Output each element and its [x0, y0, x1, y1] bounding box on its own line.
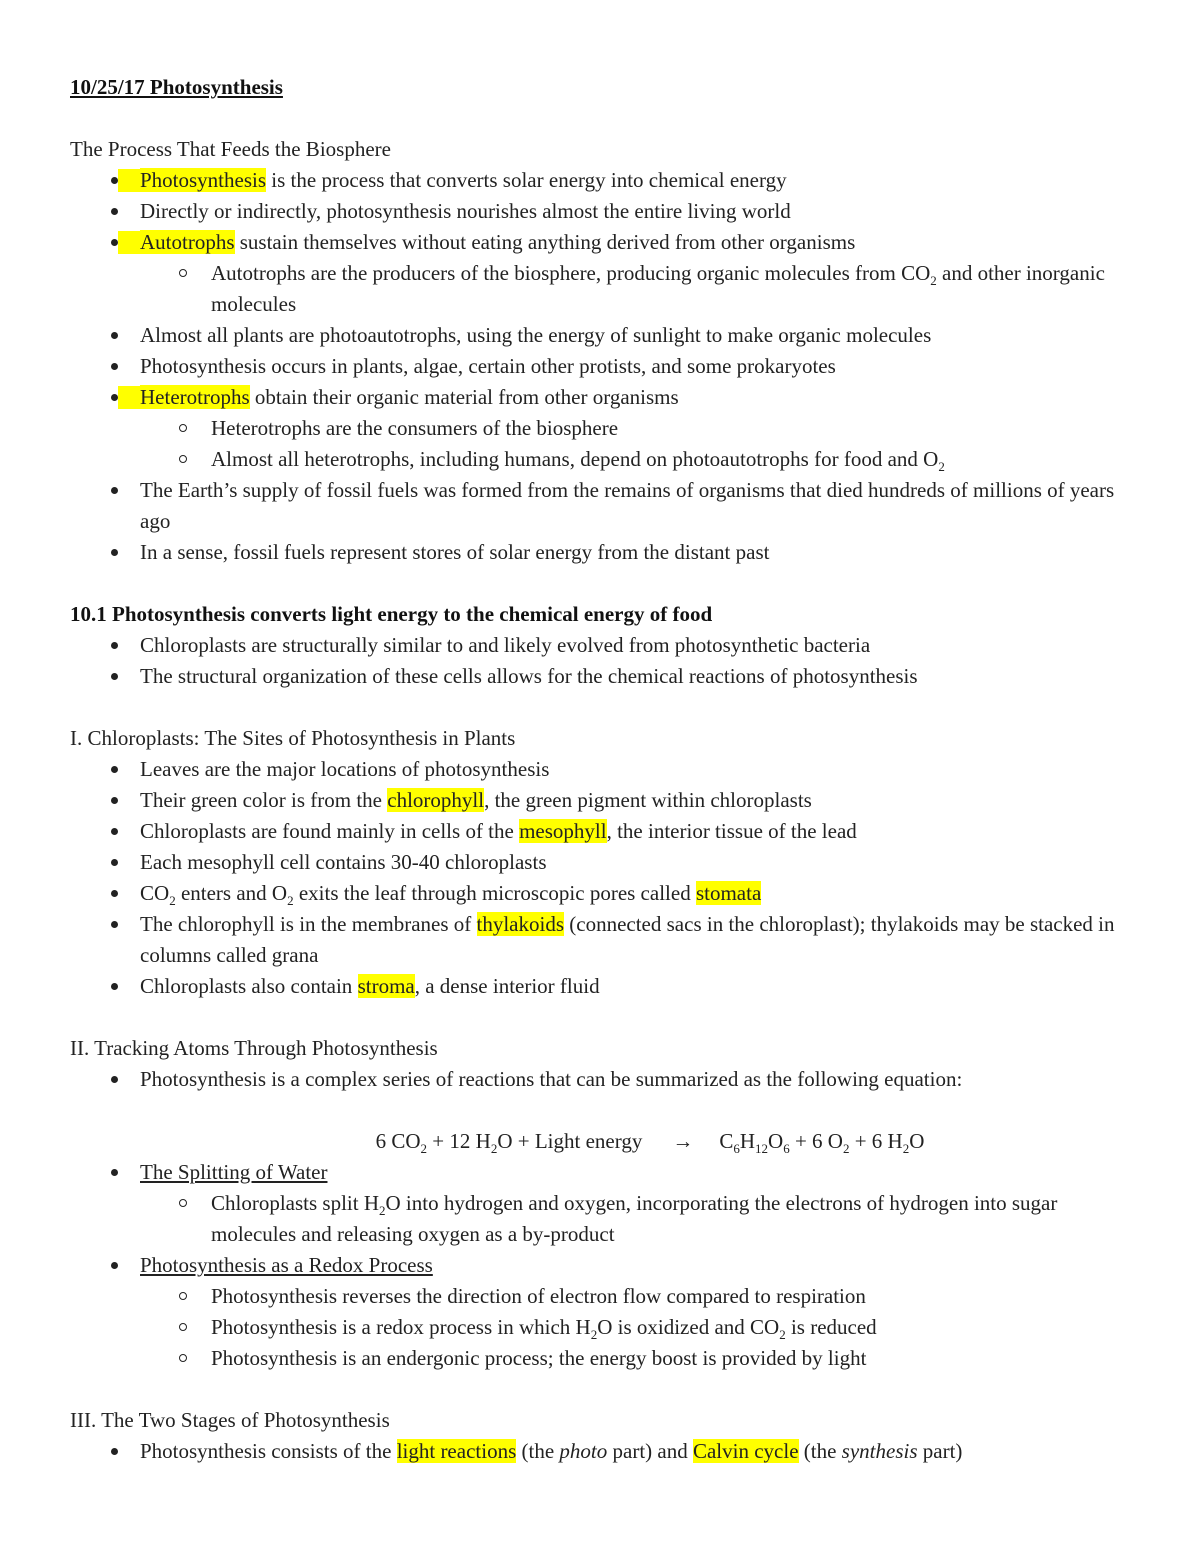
- subscript: 2: [842, 1141, 850, 1157]
- spacer: [70, 1095, 1140, 1126]
- bullet-item: [70, 847, 1140, 878]
- sub-bullet-text: Almost all heterotrophs, including humans, depend on photoautotrophs for food and O: [211, 447, 939, 471]
- sub-bullet-item: [70, 258, 1140, 320]
- bullet-item: [70, 227, 1140, 258]
- bullet-item: [70, 382, 1140, 413]
- sub-bullet-text: Photosynthesis is a redox process in which H: [211, 1315, 591, 1339]
- section-heading-10-1: 10.1 Photosynthesis converts light energy to the chemical energy of food: [70, 602, 713, 626]
- highlighted-term: chlorophyll: [387, 788, 485, 812]
- equation-text: + 12 H: [427, 1129, 491, 1153]
- section-heading-i: I. Chloroplasts: The Sites of Photosynthesis in Plants: [70, 726, 516, 750]
- subscript: 2: [902, 1141, 910, 1157]
- spacer: [70, 692, 1140, 723]
- bullet-text: (the: [516, 1439, 560, 1463]
- bullet-item: [70, 661, 1140, 692]
- section-heading-ii: II. Tracking Atoms Through Photosynthesis: [70, 1036, 438, 1060]
- bullet-text: Their green color is from the: [140, 788, 388, 812]
- bullet-text: Photosynthesis is a complex series of reactions that can be summarized as the following equation:: [140, 1067, 963, 1091]
- subscript: 6: [783, 1141, 790, 1157]
- photosynthesis-equation: [70, 1126, 1140, 1157]
- bullet-text: , the green pigment within chloroplasts: [484, 788, 812, 812]
- equation-text: H: [739, 1129, 756, 1153]
- sub-bullet-text: is reduced: [785, 1315, 877, 1339]
- equation-text: 6 CO: [375, 1129, 421, 1153]
- sub-bullet-item: [70, 1188, 1140, 1250]
- underlined-subheading: The Splitting of Water: [140, 1160, 328, 1184]
- highlighted-term: Photosynthesis: [140, 168, 267, 192]
- equation-text: O: [768, 1129, 784, 1153]
- bullet-text: CO: [140, 881, 170, 905]
- equation-text: + 6 H: [849, 1129, 903, 1153]
- underlined-subheading: Photosynthesis as a Redox Process: [140, 1253, 433, 1277]
- bullet-item: [70, 196, 1140, 227]
- italic-text: synthesis: [841, 1439, 918, 1463]
- bullet-text: Chloroplasts are structurally similar to and likely evolved from photosynthetic bacteria: [140, 633, 871, 657]
- highlighted-term: thylakoids: [476, 912, 565, 936]
- bullet-item: [70, 754, 1140, 785]
- sub-bullet-text: and other inorganic molecules: [211, 261, 1105, 316]
- subscript: 2: [930, 273, 937, 289]
- bullet-item: [70, 816, 1140, 847]
- bullet-text: part) and: [607, 1439, 693, 1463]
- bullet-text: Each mesophyll cell contains 30-40 chloroplasts: [140, 850, 547, 874]
- subscript: 2: [490, 1141, 498, 1157]
- spacer: [70, 1002, 1140, 1033]
- sub-bullet-text: Photosynthesis is an endergonic process; the energy boost is provided by light: [211, 1346, 867, 1370]
- bullet-item: [70, 1064, 1140, 1095]
- bullet-item: [70, 630, 1140, 661]
- sub-bullet-item: [70, 444, 1140, 475]
- equation-text: O: [909, 1129, 925, 1153]
- bullet-text: is the process that converts solar energy into chemical energy: [266, 168, 787, 192]
- highlighted-term: Calvin cycle: [692, 1439, 799, 1463]
- equation-text: O + Light energy: [497, 1129, 643, 1153]
- highlight-mark: [118, 169, 140, 192]
- highlighted-term: stomata: [695, 881, 762, 905]
- subscript: 2: [779, 1327, 786, 1343]
- document-title: 10/25/17 Photosynthesis: [70, 75, 283, 99]
- bullet-text: , the interior tissue of the lead: [606, 819, 857, 843]
- spacer: [70, 1374, 1140, 1405]
- subscript: 12: [755, 1141, 769, 1157]
- section-heading-iii: III. The Two Stages of Photosynthesis: [70, 1408, 390, 1432]
- highlight-mark: [118, 386, 140, 409]
- subscript: 2: [169, 893, 176, 909]
- bullet-text: Almost all plants are photoautotrophs, using the energy of sunlight to make organic molecules: [140, 323, 932, 347]
- bullet-text: The structural organization of these cells allows for the chemical reactions of photosynthesis: [140, 664, 918, 688]
- bullet-text: (connected sacs in the chloroplast); thylakoids may be stacked in columns called grana: [140, 912, 1115, 967]
- bullet-item: [70, 1157, 1140, 1188]
- spacer: [70, 568, 1140, 599]
- equation-text: C: [719, 1129, 734, 1153]
- bullet-text: (the: [798, 1439, 842, 1463]
- subscript: 2: [938, 459, 945, 475]
- sub-bullet-item: [70, 1281, 1140, 1312]
- sub-bullet-item: [70, 413, 1140, 444]
- bullet-text: obtain their organic material from other organisms: [249, 385, 679, 409]
- sub-bullet-text: Photosynthesis reverses the direction of electron flow compared to respiration: [211, 1284, 866, 1308]
- subscript: 2: [287, 893, 294, 909]
- italic-text: photo: [559, 1439, 608, 1463]
- bullet-text: Chloroplasts also contain: [140, 974, 358, 998]
- sub-bullet-item: [70, 1312, 1140, 1343]
- bullet-item: [70, 165, 1140, 196]
- subscript: 6: [733, 1141, 740, 1157]
- bullet-text: The chlorophyll is in the membranes of: [140, 912, 477, 936]
- bullet-item: [70, 537, 1140, 568]
- subscript: 2: [420, 1141, 428, 1157]
- highlight-mark: [118, 231, 140, 254]
- sub-bullet-text: Autotrophs are the producers of the biosphere, producing organic molecules from CO: [211, 261, 931, 285]
- bullet-item: [70, 909, 1140, 971]
- arrow-icon: →: [672, 1129, 694, 1153]
- highlighted-term: Heterotrophs: [140, 385, 250, 409]
- subscript: 2: [590, 1327, 598, 1343]
- spacer: [70, 103, 1140, 134]
- sub-bullet-text: Chloroplasts split H: [211, 1191, 380, 1215]
- document-page: [70, 72, 1140, 1467]
- bullet-item: [70, 971, 1140, 1002]
- bullet-item: [70, 1436, 1140, 1467]
- bullet-item: [70, 785, 1140, 816]
- bullet-item: [70, 475, 1140, 537]
- bullet-text: exits the leaf through microscopic pores called: [293, 881, 696, 905]
- bullet-text: enters and O: [175, 881, 288, 905]
- bullet-text: part): [917, 1439, 963, 1463]
- sub-bullet-text: O into hydrogen and oxygen, incorporating the electrons of hydrogen into sugar molecules and releasing oxygen as a by-product: [211, 1191, 1058, 1246]
- bullet-item: [70, 878, 1140, 909]
- subscript: 2: [379, 1203, 386, 1219]
- sub-bullet-text: O is oxidized and CO: [597, 1315, 780, 1339]
- highlighted-term: Autotrophs: [140, 230, 235, 254]
- equation-text: + 6 O: [789, 1129, 843, 1153]
- bullet-text: , a dense interior fluid: [414, 974, 600, 998]
- highlighted-term: light reactions: [396, 1439, 517, 1463]
- bullet-text: Directly or indirectly, photosynthesis nourishes almost the entire living world: [140, 199, 791, 223]
- sub-bullet-text: Heterotrophs are the consumers of the biosphere: [211, 416, 619, 440]
- bullet-text: Chloroplasts are found mainly in cells of the: [140, 819, 520, 843]
- bullet-text: Leaves are the major locations of photosynthesis: [140, 757, 550, 781]
- sub-bullet-item: [70, 1343, 1140, 1374]
- bullet-item: [70, 1250, 1140, 1281]
- bullet-text: sustain themselves without eating anything derived from other organisms: [234, 230, 856, 254]
- bullet-item: [70, 320, 1140, 351]
- bullet-text: In a sense, fossil fuels represent stores of solar energy from the distant past: [140, 540, 770, 564]
- section-heading-feeds: The Process That Feeds the Biosphere: [70, 137, 391, 161]
- bullet-text: Photosynthesis occurs in plants, algae, certain other protists, and some prokaryotes: [140, 354, 836, 378]
- highlighted-term: stroma: [357, 974, 415, 998]
- bullet-text: The Earth’s supply of fossil fuels was formed from the remains of organisms that died hundreds of millions of years ago: [140, 478, 1115, 533]
- bullet-text: Photosynthesis consists of the: [140, 1439, 397, 1463]
- bullet-item: [70, 351, 1140, 382]
- highlighted-term: mesophyll: [519, 819, 607, 843]
